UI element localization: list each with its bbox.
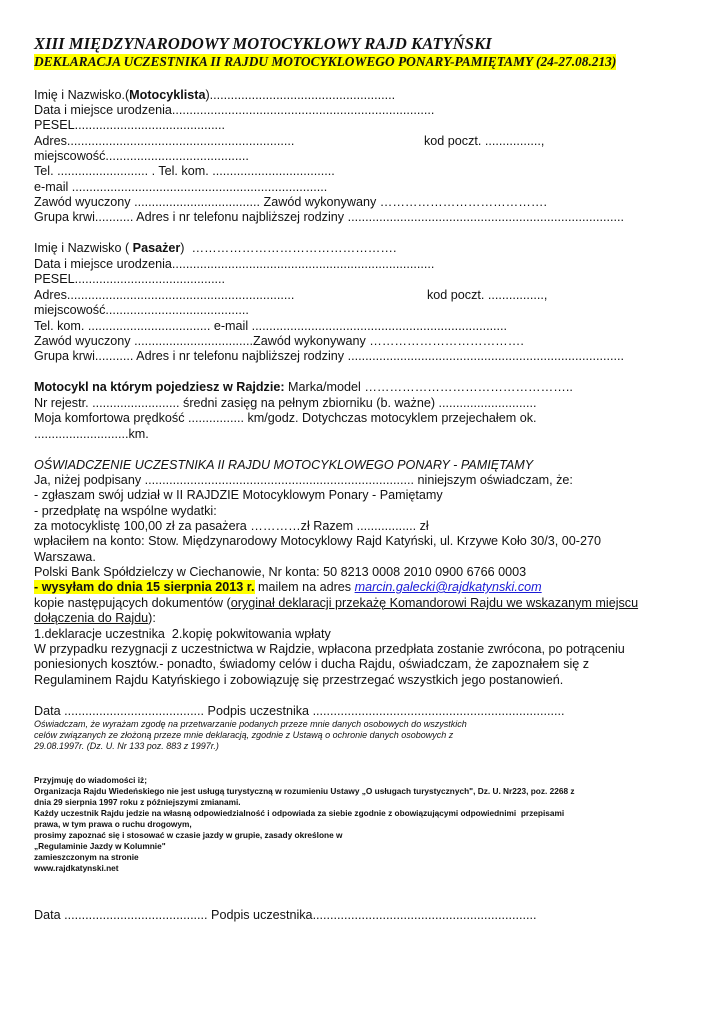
passenger-city-field[interactable]: miejscowość......................................... (34, 303, 249, 317)
motorcyclist-postal-field[interactable]: kod poczt. ................, (424, 134, 545, 148)
documents-underlined: oryginał deklaracji przekażę Komandorowi Rajdu we wskazanym miejscu (230, 596, 639, 610)
documents-line (34, 596, 638, 611)
deadline-highlight: - wysyłam do dnia 15 sierpnia 2013 r. (34, 580, 255, 594)
motorcyclist-address-field[interactable]: Adres................................................................. (34, 134, 295, 148)
passenger-profession-field[interactable]: Zawód wyuczony ..................................Zawód wykonywany ………………………………. (34, 334, 524, 348)
statement-line: - przedpłatę na wspólne wydatki: (34, 504, 217, 518)
statement-line: W przypadku rezygnacji z uczestnictwa w Rajdzie, wpłacona przedpłata zostanie zwrócona, po potrąceniu (34, 642, 625, 656)
statement-line: - zgłaszam swój udział w II RAJDZIE Motocyklowym Ponary - Pamiętamy (34, 488, 443, 502)
motorcyclist-label: Motocyklista (129, 88, 206, 102)
passenger-label: Pasażer (132, 241, 181, 255)
motorcycle-label: Motocykl na którym pojedziesz w Rajdzie: (34, 380, 285, 394)
motorcyclist-pesel-field[interactable]: PESEL........................................... (34, 118, 226, 132)
statement-line: poniesionych kosztów.- ponadto, świadomy celów i ducha Rajdu, oświadczam, że zapoznałem się z (34, 657, 590, 671)
website-link[interactable]: www.rajdkatynski.net (34, 863, 119, 873)
document-title: XIII MIĘDZYNARODOWY MOTOCYKLOWY RAJD KATYŃSKI (34, 34, 492, 53)
notice-line: „Regulaminie Jazdy w Kolumnie" (34, 841, 166, 851)
notice-line: Przyjmuję do wiadomości iż; (34, 775, 147, 785)
consent-text: 29.08.1997r. (Dz. U. Nr 133 poz. 883 z 1997r.) (34, 741, 219, 751)
name-label-prefix: Imię i Nazwisko.( (34, 88, 130, 102)
name-label-suffix: )..................................................... (205, 88, 396, 102)
documents-text: kopie następujących dokumentów ( (34, 596, 231, 610)
deadline-line (34, 580, 542, 595)
passenger-birth-field[interactable]: Data i miejsce urodzenia........................................................................... (34, 257, 435, 271)
statement-heading: OŚWIADCZENIE UCZESTNIKA II RAJDU MOTOCYKLOWEGO PONARY - PAMIĘTAMY (34, 458, 534, 472)
statement-payment-field[interactable]: za motocyklistę 100,00 zł za pasażera …………zł Razem ................. zł (34, 519, 429, 533)
motorcyclist-name-field[interactable] (34, 88, 395, 103)
consent-text: celów związanych ze złożoną przeze mnie deklaracją, zgodnie z Ustawą o ochronie danych osobowych z (34, 730, 454, 740)
documents-text: ): (148, 611, 156, 625)
motorcyclist-phone-field[interactable]: Tel. .......................... . Tel. kom. ................................... (34, 164, 335, 178)
email-link[interactable]: marcin.galecki@rajdkatynski.com (354, 580, 542, 594)
motorcycle-model-field[interactable] (34, 380, 573, 395)
document-subtitle: DEKLARACJA UCZESTNIKA II RAJDU MOTOCYKLOWEGO PONARY-PAMIĘTAMY (24-27.08.213) (34, 54, 617, 69)
passenger-pesel-field[interactable]: PESEL........................................... (34, 272, 226, 286)
passenger-name-field[interactable] (34, 241, 397, 256)
motorcyclist-profession-field[interactable]: Zawód wyuczony .................................... Zawód wykonywany …………………………………. (34, 195, 547, 209)
motorcycle-distance-field[interactable]: ...........................km. (34, 427, 149, 441)
passenger-postal-field[interactable]: kod poczt. ................, (427, 288, 548, 302)
signature-field-2[interactable]: Data ......................................... Podpis uczestnika................................................................ (34, 908, 537, 922)
statement-line: wpłaciłem na konto: Stow. Międzynarodowy Motocyklowy Rajd Katyński, ul. Krzywe Koło 30/3, 00-270 (34, 534, 601, 548)
bank-account-line: Polski Bank Spółdzielczy w Ciechanowie, Nr konta: 50 8213 0008 2010 0900 6766 0003 (34, 565, 527, 579)
statement-line: Warszawa. (34, 550, 96, 564)
notice-line: Każdy uczestnik Rajdu jedzie na własną odpowiedzialność i odpowiada za siebie zgodnie z obowiązującymi odpowiednimi przepisami (34, 808, 565, 818)
name-label-prefix: Imię i Nazwisko ( (34, 241, 133, 255)
statement-signer-field[interactable]: Ja, niżej podpisany ............................................................................. niniejszym oświadczam, że: (34, 473, 573, 487)
documents-underlined: dołączenia do Rajdu (34, 611, 149, 625)
passenger-blood-field[interactable]: Grupa krwi........... Adres i nr telefonu najbliższej rodziny ............................................................................... (34, 349, 624, 363)
documents-line-2 (34, 611, 156, 626)
passenger-address-field[interactable]: Adres................................................................. (34, 288, 295, 302)
motorcycle-speed-field[interactable]: Moja komfortowa prędkość ................ km/godz. Dotychczas motocyklem przejechałem ok. (34, 411, 537, 425)
motorcycle-model-label: Marka/model ………………………………………….. (284, 380, 573, 394)
statement-line: 1.deklaracje uczestnika 2.kopię pokwitowania wpłaty (34, 627, 331, 641)
motorcyclist-birth-field[interactable]: Data i miejsce urodzenia........................................................................... (34, 103, 435, 117)
notice-line: prosimy zapoznać się i stosować w czasie jazdy w grupie, zasady określone w (34, 830, 343, 840)
name-label-suffix: ) …………………………………………. (180, 241, 397, 255)
consent-text: Oświadczam, że wyrażam zgodę na przetwarzanie podanych przeze mnie danych osobowych do wszystkich (34, 719, 467, 729)
motorcyclist-city-field[interactable]: miejscowość......................................... (34, 149, 249, 163)
notice-line: dnia 29 sierpnia 1997 roku z późniejszymi zmianami. (34, 797, 241, 807)
passenger-phone-email-field[interactable]: Tel. kom. ................................... e-mail ......................................................................... (34, 319, 508, 333)
notice-line: Organizacja Rajdu Wiedeńskiego nie jest usługą turystyczną w rozumieniu Ustawy „O usługach turystycznych", Dz. U. Nr223, poz. 2268 z (34, 786, 575, 796)
motorcycle-registration-field[interactable]: Nr rejestr. ......................... średni zasięg na pełnym zbiorniku (b. ważne) ............................ (34, 396, 537, 410)
motorcyclist-email-field[interactable]: e-mail ......................................................................... (34, 180, 328, 194)
mail-text: mailem na adres (254, 580, 355, 594)
notice-line: zamieszczonym na stronie (34, 852, 139, 862)
notice-line: prawa, w tym prawa o ruchu drogowym, (34, 819, 192, 829)
signature-field-1[interactable]: Data ........................................ Podpis uczestnika ........................................................................ (34, 704, 565, 718)
motorcyclist-blood-field[interactable]: Grupa krwi........... Adres i nr telefonu najbliższej rodziny ............................................................................... (34, 210, 624, 224)
statement-line: Regulaminem Rajdu Katyńskiego i zobowiązuję się przestrzegać wszystkich jego postanowień. (34, 673, 564, 687)
